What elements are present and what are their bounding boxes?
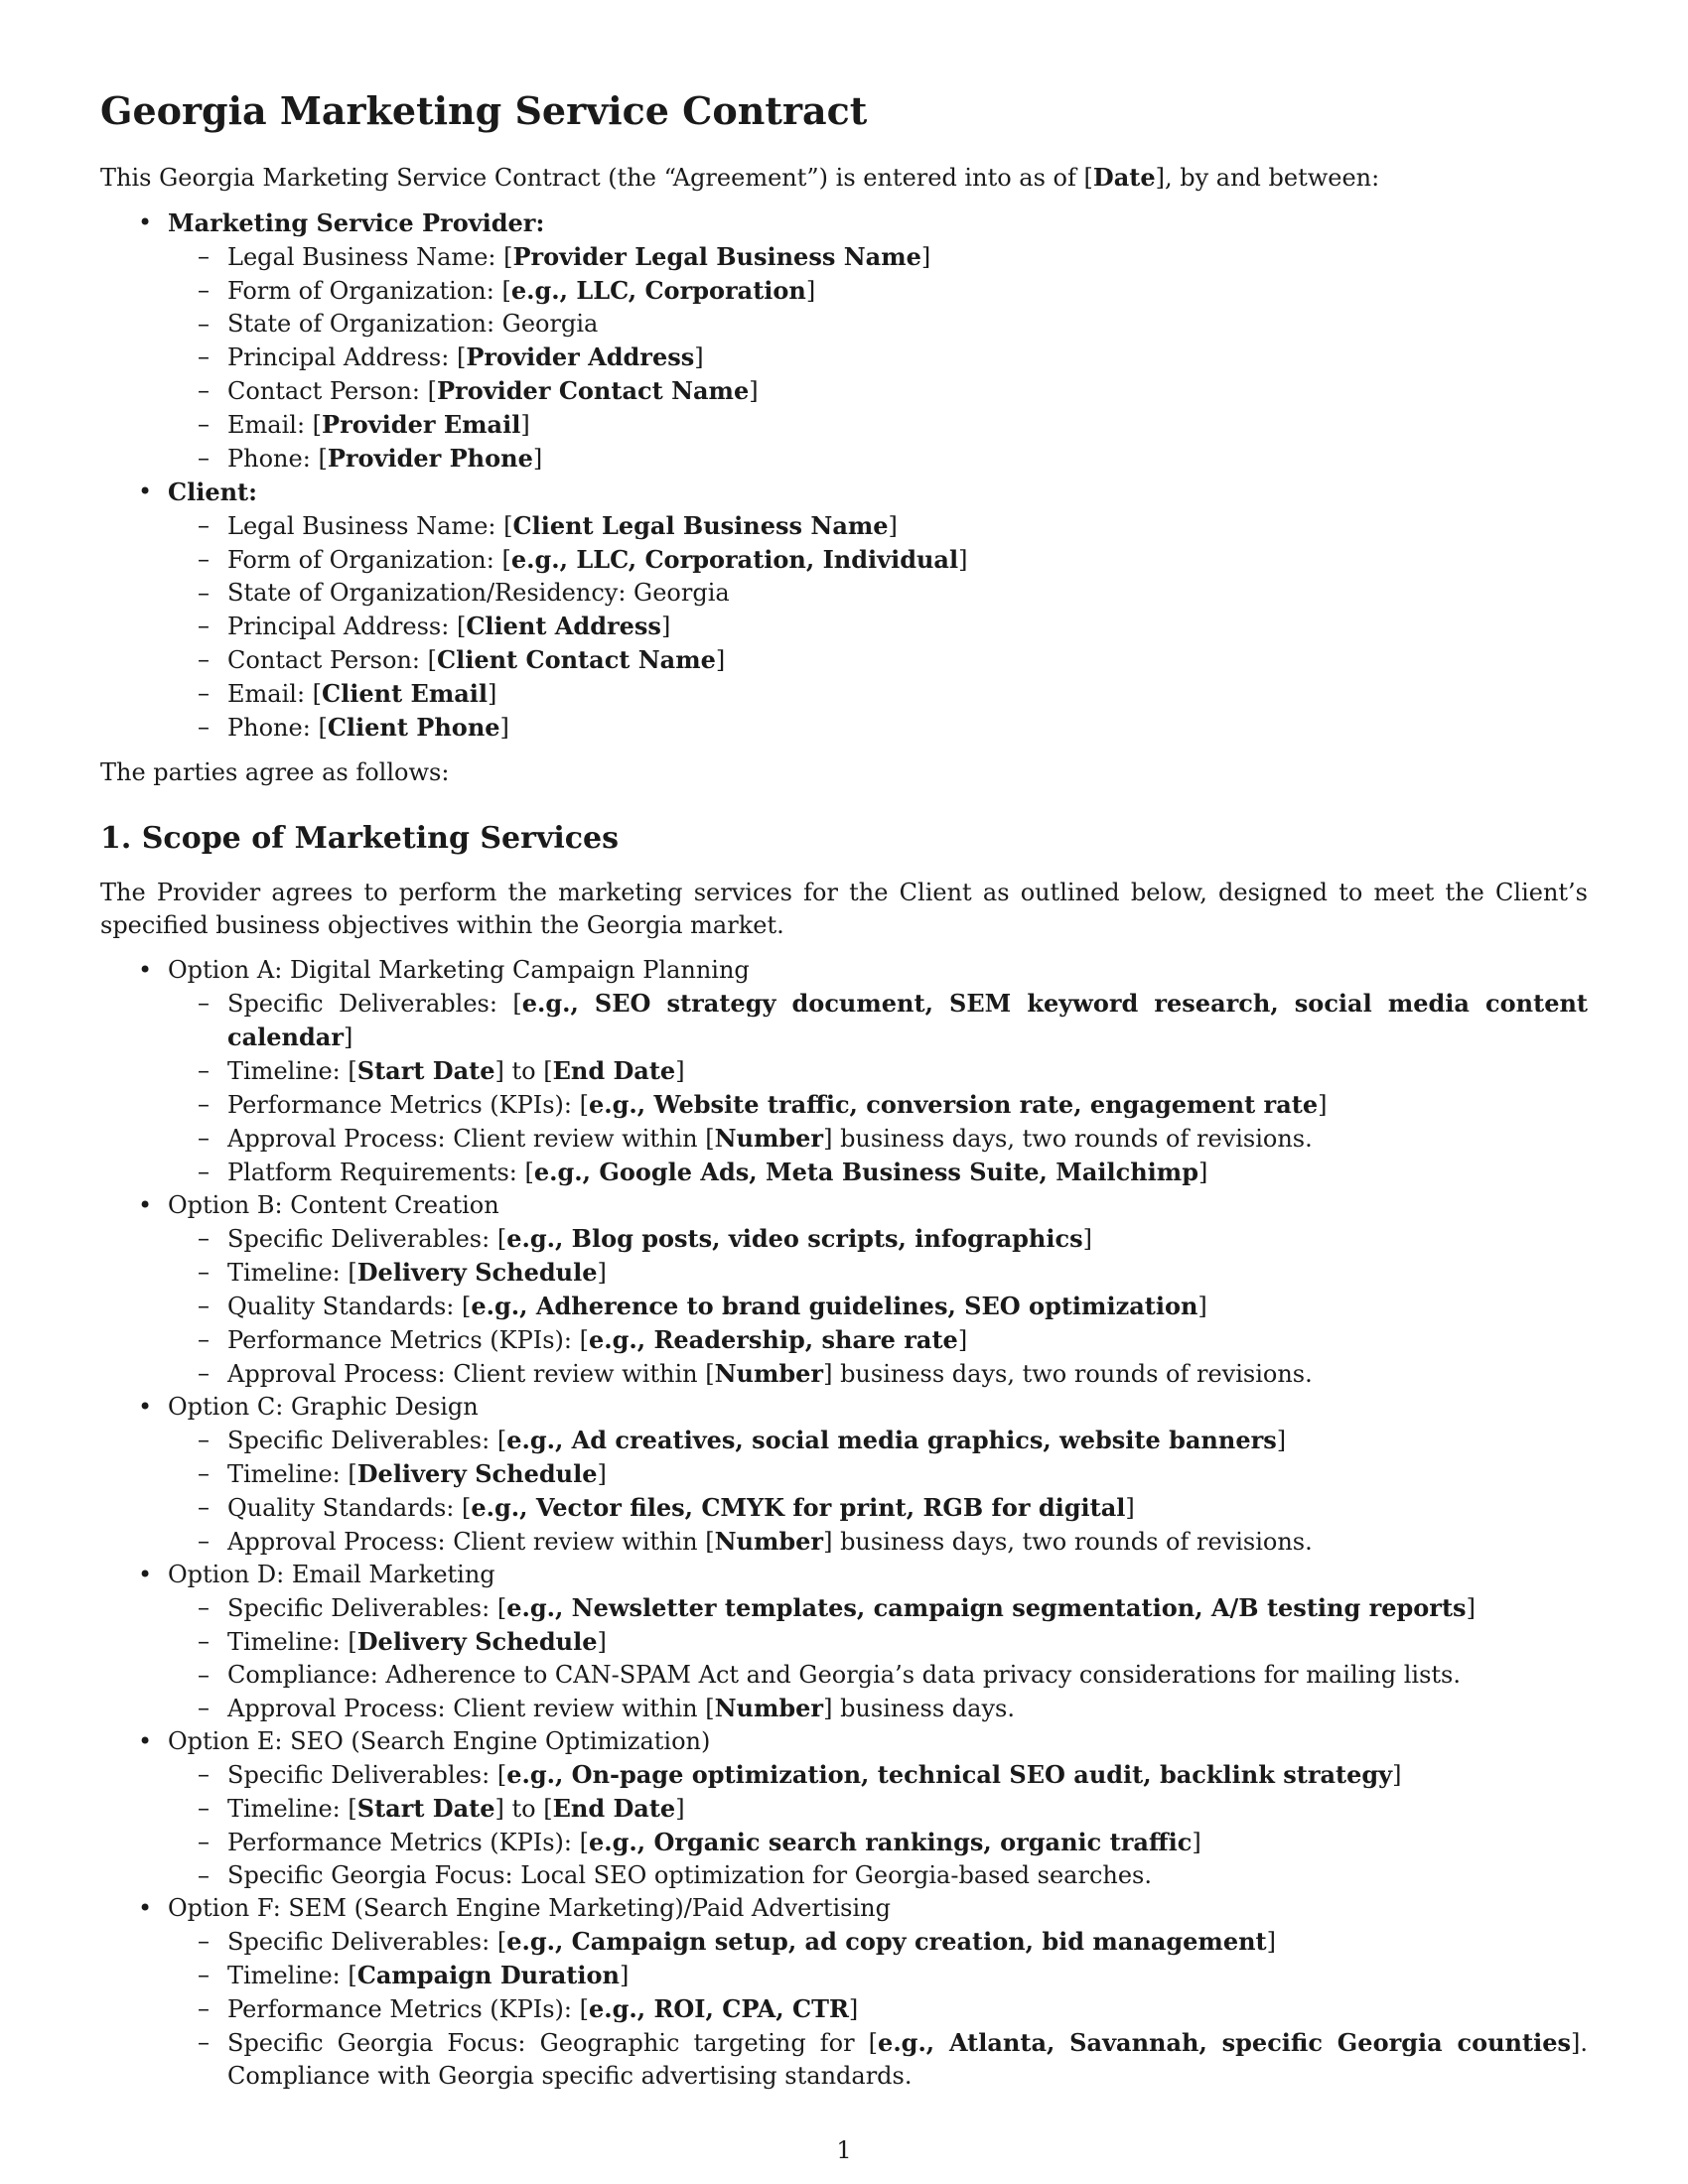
client-party <box>100 476 1588 745</box>
dash-icon: – <box>198 545 210 573</box>
detail-placeholder: Campaign Duration <box>356 1961 620 1989</box>
dash-icon: – <box>198 1661 210 1689</box>
option-title: Option A: Digital Marketing Campaign Planning <box>168 956 750 984</box>
detail-placeholder: e.g., Organic search rankings, organic traffic <box>588 1828 1193 1856</box>
detail-label: Phone: <box>227 445 319 473</box>
bracket: [ <box>312 680 323 708</box>
detail-text: Specific Deliverables: [ <box>227 1427 507 1454</box>
client-heading: Client: <box>168 478 257 506</box>
detail-placeholder: Provider Legal Business Name <box>512 242 921 271</box>
detail-placeholder: Client Email <box>322 679 488 708</box>
option-detail-item <box>168 987 1588 1054</box>
detail-label: Legal Business Name: <box>227 243 504 271</box>
dash-icon: – <box>198 1325 210 1353</box>
detail-placeholder: Client Legal Business Name <box>512 511 889 540</box>
bracket: ] <box>749 377 759 405</box>
option-title: Option E: SEO (Search Engine Optimization) <box>168 1727 711 1755</box>
dash-icon: – <box>198 1627 210 1655</box>
detail-text: ] <box>957 1326 968 1354</box>
detail-text: Specific Deliverables: [ <box>227 1225 507 1253</box>
detail-text: Performance Metrics (KPIs): [ <box>227 1829 589 1856</box>
bracket: [ <box>456 343 467 371</box>
detail-text: Timeline: [ <box>227 1259 357 1287</box>
section-1-intro: The Provider agrees to perform the marketing services for the Client as outlined below, designed to meet the Client’s specified business objectives within the Georgia market. <box>100 879 1588 939</box>
bracket: ] <box>805 277 816 305</box>
dash-icon: – <box>198 1090 210 1118</box>
dash-icon: – <box>198 1493 210 1521</box>
detail-text: ] business days. <box>823 1695 1015 1722</box>
option-detail-item <box>168 1591 1588 1625</box>
client-detail-item <box>168 677 1588 711</box>
detail-text: ] business days, two rounds of revisions. <box>823 1360 1313 1388</box>
option-detail-item <box>168 1122 1588 1156</box>
detail-label: State of Organization: Georgia <box>227 310 599 338</box>
detail-placeholder: Provider Address <box>466 342 695 371</box>
dash-icon: – <box>198 1994 210 2022</box>
option-detail-item <box>168 1290 1588 1323</box>
dash-icon: – <box>198 1359 210 1387</box>
bracket: ] <box>499 714 509 742</box>
detail-placeholder: Provider Contact Name <box>437 376 750 405</box>
dash-icon: – <box>198 342 210 370</box>
detail-placeholder: Start Date <box>356 1056 495 1085</box>
dash-icon: – <box>198 1927 210 1955</box>
detail-text: ] to [ <box>494 1057 553 1085</box>
bracket: ] <box>888 512 898 540</box>
detail-label: Contact Person: <box>227 646 428 674</box>
detail-text: Timeline: [ <box>227 1057 357 1085</box>
detail-text: Approval Process: Client review within [ <box>227 1360 715 1388</box>
client-detail-item <box>168 543 1588 577</box>
bracket: [ <box>503 512 513 540</box>
detail-placeholder: Start Date <box>356 1794 495 1823</box>
dash-icon: – <box>198 679 210 707</box>
dash-icon: – <box>198 276 210 304</box>
option-details <box>168 1758 1588 1892</box>
option-detail-item <box>168 1525 1588 1559</box>
option-detail-item <box>168 2026 1588 2093</box>
detail-text: Timeline: [ <box>227 1795 357 1823</box>
detail-text: ] <box>619 1962 630 1989</box>
detail-placeholder: Delivery Schedule <box>356 1459 598 1488</box>
detail-label: Contact Person: <box>227 377 428 405</box>
option-detail-item <box>168 1357 1588 1391</box>
bracket: [ <box>501 546 511 574</box>
option-detail-item <box>168 1457 1588 1491</box>
dash-icon: – <box>198 713 210 741</box>
detail-placeholder: Number <box>714 1694 824 1722</box>
option-detail-item <box>168 1692 1588 1725</box>
bracket: [ <box>318 445 328 473</box>
option-detail-item <box>168 1758 1588 1792</box>
detail-placeholder: Delivery Schedule <box>356 1258 598 1287</box>
client-detail-item <box>168 610 1588 643</box>
detail-placeholder: e.g., Ad creatives, social media graphics, website banners <box>506 1426 1277 1454</box>
section-1-heading: 1. Scope of Marketing Services <box>100 821 620 856</box>
option-detail-item <box>168 1323 1588 1357</box>
client-detail-item <box>168 577 1588 610</box>
detail-placeholder: Client Contact Name <box>437 645 716 674</box>
detail-text: Timeline: [ <box>227 1460 357 1488</box>
detail-placeholder: e.g., SEO strategy document, SEM keyword research, social media content calendar <box>227 989 1588 1051</box>
dash-icon: – <box>198 2028 210 2056</box>
option-details <box>168 1925 1588 2093</box>
detail-text: Specific Georgia Focus: Local SEO optimization for Georgia-based searches. <box>227 1861 1152 1889</box>
bracket: [ <box>427 377 437 405</box>
bullet-icon: • <box>138 208 153 236</box>
detail-text: Specific Deliverables: [ <box>227 990 522 1018</box>
detail-placeholder: e.g., Atlanta, Savannah, specific Georgia counties <box>878 2028 1571 2057</box>
option-details <box>168 1424 1588 1559</box>
detail-placeholder: e.g., ROI, CPA, CTR <box>588 1994 849 2023</box>
provider-party <box>100 206 1588 476</box>
detail-placeholder: e.g., Newsletter templates, campaign segmentation, A/B testing reports <box>506 1593 1467 1622</box>
option-detail-item <box>168 1156 1588 1189</box>
detail-text: Timeline: [ <box>227 1628 357 1656</box>
dash-icon: – <box>198 1258 210 1286</box>
service-options-list <box>100 954 1588 2093</box>
option-detail-item <box>168 1625 1588 1659</box>
detail-text: ] <box>1125 1494 1135 1522</box>
provider-detail-item <box>168 374 1588 408</box>
option-details <box>168 1591 1588 1725</box>
client-details <box>168 509 1588 745</box>
detail-placeholder: Provider Email <box>322 410 521 439</box>
detail-text: Specific Deliverables: [ <box>227 1594 507 1622</box>
date-placeholder: Date <box>1092 163 1156 192</box>
detail-text: Performance Metrics (KPIs): [ <box>227 1326 589 1354</box>
bullet-icon: • <box>138 1393 153 1421</box>
parties-list <box>100 206 1588 745</box>
provider-detail-item <box>168 341 1588 374</box>
bracket: ] <box>715 646 726 674</box>
option-detail-item <box>168 1491 1588 1525</box>
bracket: ] <box>694 343 704 371</box>
detail-label: Principal Address: <box>227 613 457 640</box>
detail-placeholder: e.g., On-page optimization, technical SEO audit, backlink strategy <box>506 1760 1393 1789</box>
dash-icon: – <box>198 1593 210 1621</box>
option-detail-item <box>168 1054 1588 1088</box>
option-title: Option F: SEM (Search Engine Marketing)/Paid Advertising <box>168 1894 891 1922</box>
option-title: Option C: Graphic Design <box>168 1393 479 1421</box>
detail-text: Platform Requirements: [ <box>227 1159 534 1186</box>
detail-text: ] <box>1192 1829 1201 1856</box>
detail-text: Specific Deliverables: [ <box>227 1761 507 1789</box>
service-option <box>100 1559 1588 1725</box>
service-option <box>100 954 1588 1189</box>
dash-icon: – <box>198 989 210 1017</box>
dash-icon: – <box>198 612 210 639</box>
dash-icon: – <box>198 1056 210 1084</box>
detail-placeholder: End Date <box>552 1056 676 1085</box>
detail-placeholder: Number <box>714 1359 824 1388</box>
option-detail-item <box>168 1256 1588 1290</box>
detail-placeholder: Provider Phone <box>327 444 533 473</box>
detail-label: Email: <box>227 680 313 708</box>
service-option <box>100 1892 1588 2093</box>
dash-icon: – <box>198 444 210 472</box>
bracket: ] <box>520 411 530 439</box>
detail-text: ] <box>848 1995 859 2023</box>
provider-detail-item <box>168 308 1588 341</box>
detail-placeholder: Number <box>714 1527 824 1556</box>
detail-label: Phone: <box>227 714 319 742</box>
dash-icon: – <box>198 1527 210 1555</box>
option-detail-item <box>168 1859 1588 1892</box>
bullet-icon: • <box>138 1894 153 1922</box>
dash-icon: – <box>198 511 210 539</box>
detail-placeholder: e.g., Website traffic, conversion rate, engagement rate <box>588 1090 1319 1119</box>
bracket: ] <box>958 546 968 574</box>
dash-icon: – <box>198 1861 210 1889</box>
detail-text: ] <box>675 1795 685 1823</box>
option-detail-item <box>168 1826 1588 1859</box>
detail-text: ] <box>1392 1761 1402 1789</box>
provider-detail-item <box>168 442 1588 476</box>
option-detail-item <box>168 1792 1588 1826</box>
detail-placeholder: Client Address <box>466 612 661 640</box>
detail-placeholder: e.g., Blog posts, video scripts, infographics <box>506 1224 1083 1253</box>
bullet-icon: • <box>138 1561 153 1588</box>
detail-label: State of Organization/Residency: Georgia <box>227 579 730 607</box>
detail-text: ] business days, two rounds of revisions. <box>823 1528 1313 1556</box>
dash-icon: – <box>198 1459 210 1487</box>
detail-text: Quality Standards: [ <box>227 1293 472 1320</box>
detail-label: Email: <box>227 411 313 439</box>
bracket: ] <box>920 243 931 271</box>
detail-text: Compliance: Adherence to CAN-SPAM Act and Georgia’s data privacy considerations for mailing lists. <box>227 1661 1461 1689</box>
bracket: ] <box>488 680 497 708</box>
detail-placeholder: Number <box>714 1124 824 1153</box>
page-number: 1 <box>836 2136 852 2164</box>
dash-icon: – <box>198 1760 210 1788</box>
dash-icon: – <box>198 376 210 404</box>
dash-icon: – <box>198 242 210 270</box>
detail-label: Legal Business Name: <box>227 512 504 540</box>
client-detail-item <box>168 711 1588 745</box>
detail-text: Quality Standards: [ <box>227 1494 472 1522</box>
detail-text: ] <box>1266 1928 1276 1956</box>
dash-icon: – <box>198 1961 210 1988</box>
detail-text: ] <box>1276 1427 1287 1454</box>
detail-text: ] <box>1082 1225 1092 1253</box>
detail-placeholder: e.g., Readership, share rate <box>588 1325 958 1354</box>
detail-text: Timeline: [ <box>227 1962 357 1989</box>
detail-text: ] <box>1466 1594 1476 1622</box>
detail-placeholder: End Date <box>552 1794 676 1823</box>
detail-placeholder: e.g., LLC, Corporation <box>510 276 806 305</box>
provider-detail-item <box>168 240 1588 274</box>
detail-placeholder: Client Phone <box>327 713 500 742</box>
intro-paragraph: This Georgia Marketing Service Contract (the “Agreement”) is entered into as of [Date], by and between: <box>100 163 1380 192</box>
bracket: [ <box>503 243 513 271</box>
provider-heading: Marketing Service Provider: <box>168 208 545 237</box>
client-detail-item <box>168 643 1588 677</box>
dash-icon: – <box>198 1292 210 1319</box>
service-option <box>100 1391 1588 1559</box>
bullet-icon: • <box>138 478 153 505</box>
option-detail-item <box>168 1088 1588 1122</box>
bracket: [ <box>318 714 328 742</box>
detail-text: Approval Process: Client review within [ <box>227 1695 715 1722</box>
option-detail-item <box>168 1959 1588 1992</box>
detail-text: Performance Metrics (KPIs): [ <box>227 1995 589 2023</box>
detail-text: ] <box>1197 1159 1208 1186</box>
detail-text: Specific Deliverables: [ <box>227 1928 507 1956</box>
detail-placeholder: e.g., Campaign setup, ad copy creation, bid management <box>506 1927 1267 1956</box>
bracket: [ <box>501 277 511 305</box>
dash-icon: – <box>198 310 210 338</box>
dash-icon: – <box>198 579 210 607</box>
document-title: Georgia Marketing Service Contract <box>100 88 868 133</box>
dash-icon: – <box>198 1124 210 1152</box>
detail-placeholder: Delivery Schedule <box>356 1627 598 1656</box>
dash-icon: – <box>198 1794 210 1822</box>
option-details <box>168 1222 1588 1391</box>
bracket: ] <box>532 445 543 473</box>
dash-icon: – <box>198 1426 210 1453</box>
option-title: Option B: Content Creation <box>168 1191 499 1219</box>
detail-text: ] to [ <box>494 1795 553 1823</box>
option-detail-item <box>168 1992 1588 2026</box>
bullet-icon: • <box>138 956 153 984</box>
dash-icon: – <box>198 645 210 673</box>
detail-placeholder: e.g., Vector files, CMYK for print, RGB for digital <box>471 1493 1126 1522</box>
detail-label: Form of Organization: <box>227 277 502 305</box>
detail-text: ] <box>675 1057 685 1085</box>
dash-icon: – <box>198 1158 210 1185</box>
detail-label: Form of Organization: <box>227 546 502 574</box>
client-detail-item <box>168 509 1588 543</box>
bracket: [ <box>312 411 323 439</box>
option-title: Option D: Email Marketing <box>168 1561 495 1588</box>
detail-text: Approval Process: Client review within [ <box>227 1528 715 1556</box>
detail-text: ] <box>597 1628 607 1656</box>
provider-details <box>168 240 1588 476</box>
detail-label: Principal Address: <box>227 343 457 371</box>
bracket: [ <box>456 613 467 640</box>
agree-paragraph: The parties agree as follows: <box>100 758 450 786</box>
provider-detail-item <box>168 408 1588 442</box>
detail-placeholder: e.g., LLC, Corporation, Individual <box>510 545 959 574</box>
option-detail-item <box>168 1424 1588 1457</box>
detail-text: ] <box>1318 1091 1328 1119</box>
detail-text: ] <box>597 1259 607 1287</box>
detail-placeholder: e.g., Adherence to brand guidelines, SEO optimization <box>471 1292 1198 1320</box>
dash-icon: – <box>198 1828 210 1855</box>
service-option <box>100 1725 1588 1892</box>
service-option <box>100 1189 1588 1391</box>
document-content <box>100 87 1588 2105</box>
detail-text: ] <box>343 1024 353 1051</box>
bullet-icon: • <box>138 1727 153 1755</box>
bullet-icon: • <box>138 1191 153 1219</box>
option-detail-item <box>168 1659 1588 1692</box>
option-detail-item <box>168 1222 1588 1256</box>
dash-icon: – <box>198 1224 210 1252</box>
provider-detail-item <box>168 274 1588 308</box>
detail-text: ] <box>597 1460 607 1488</box>
detail-text: ] <box>1197 1293 1207 1320</box>
detail-text: Specific Georgia Focus: Geographic targeting for [ <box>227 2029 879 2057</box>
bracket: [ <box>427 646 437 674</box>
detail-text: Performance Metrics (KPIs): [ <box>227 1091 589 1119</box>
dash-icon: – <box>198 410 210 438</box>
detail-text: ] business days, two rounds of revisions. <box>823 1125 1313 1153</box>
option-detail-item <box>168 1925 1588 1959</box>
option-details <box>168 987 1588 1189</box>
detail-placeholder: e.g., Google Ads, Meta Business Suite, Mailchimp <box>533 1158 1198 1186</box>
dash-icon: – <box>198 1694 210 1721</box>
detail-text: Approval Process: Client review within [ <box>227 1125 715 1153</box>
detail-text: ]. Compliance with Georgia specific advertising standards. <box>227 2029 1588 2090</box>
bracket: ] <box>660 613 671 640</box>
